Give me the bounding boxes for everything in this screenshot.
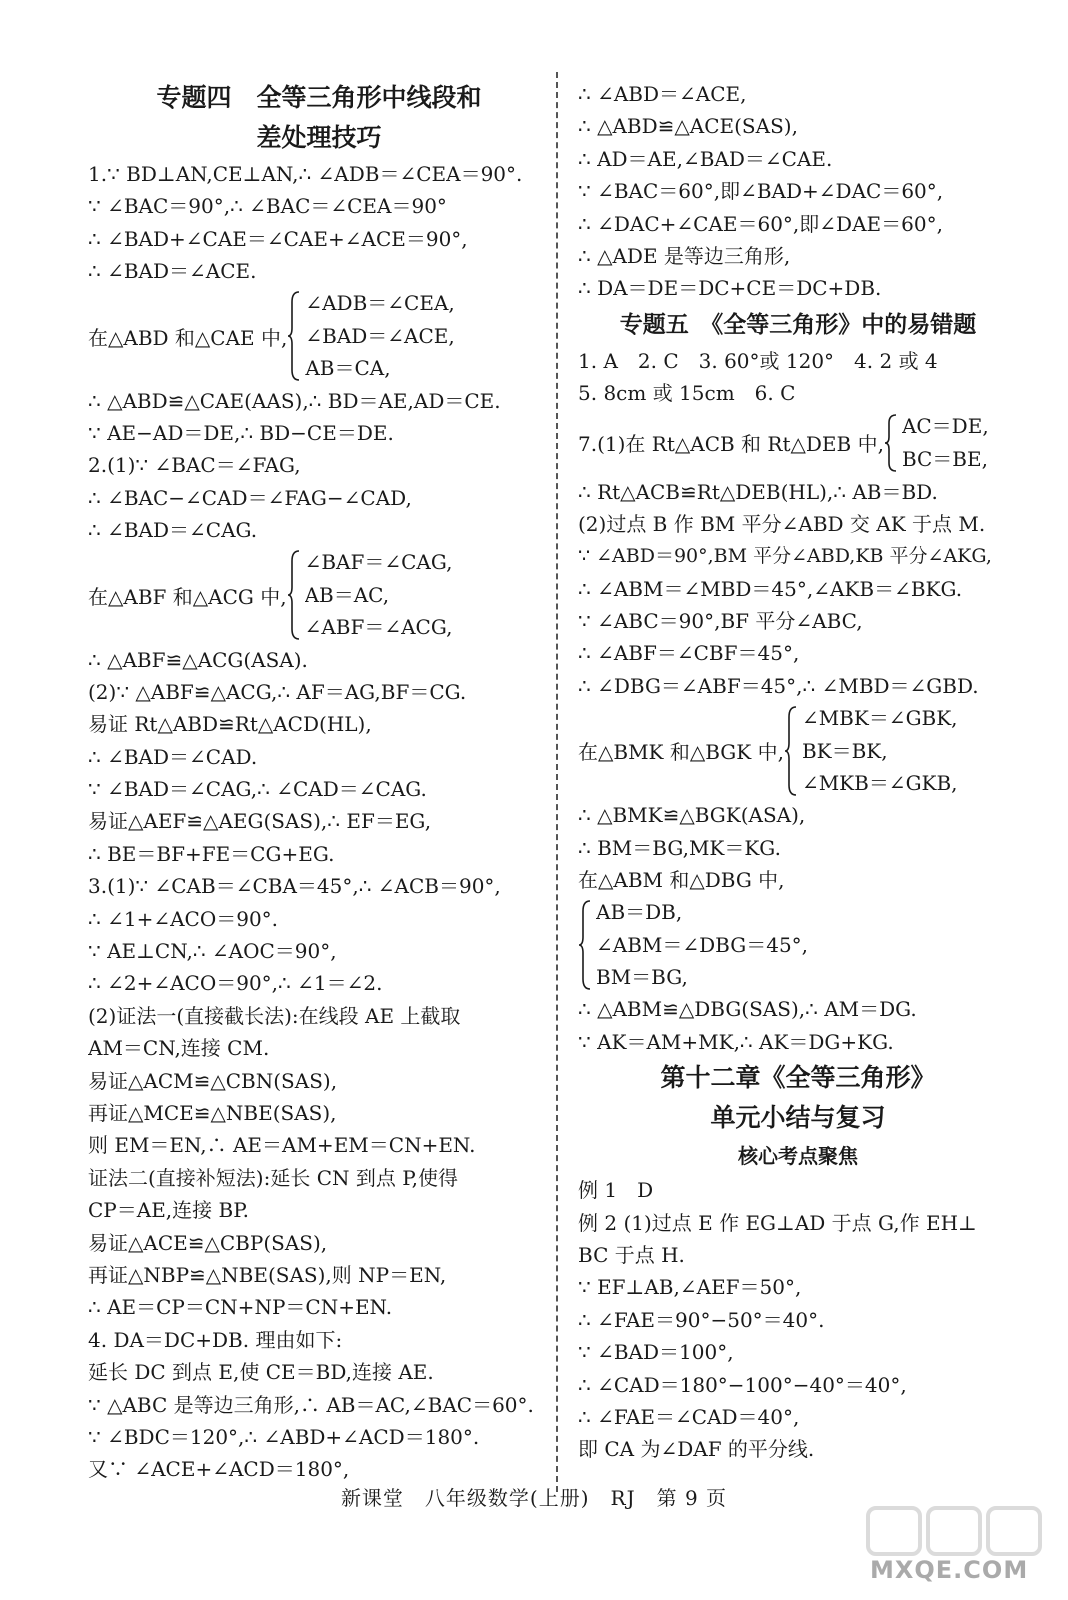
- brace-icon: [884, 413, 898, 473]
- brace-system-5: [578, 896, 1018, 993]
- brace-item: ∠MBK＝∠GBK,: [801, 706, 958, 731]
- solution-line: ∵ ∠BDC＝120°,∴ ∠ABD+∠ACD＝180°.: [88, 1424, 480, 1449]
- page-footer: 新课堂 八年级数学(上册) RJ 第 9 页: [340, 1486, 728, 1510]
- brace-icon: [578, 899, 592, 991]
- solution-line: ∴ ∠BAD＝∠CAG.: [88, 518, 258, 543]
- solution-line: ∵ AK＝AM+MK,∴ AK＝DG+KG.: [578, 1029, 894, 1054]
- solution-line: ∴ △ABD≌△ACE(SAS),: [578, 114, 798, 139]
- solution-line: ∴ ∠CAD＝180°−100°−40°＝40°,: [578, 1372, 907, 1397]
- solution-line: ∴ ∠FAE＝∠CAD＝40°,: [578, 1404, 800, 1429]
- solution-line: 延长 DC 到点 E,使 CE＝BD,连接 AE.: [88, 1360, 434, 1385]
- brace-icon: [287, 290, 301, 382]
- brace-item: ∠BAF＝∠CAG,: [304, 550, 453, 575]
- solution-line: 例 1 D: [578, 1178, 654, 1203]
- solution-line: ∴ ∠DBG＝∠ABF＝45°,∴ ∠MBD＝∠GBD.: [578, 673, 979, 698]
- chapter-title: 第十二章《全等三角形》: [660, 1063, 936, 1093]
- solution-line: ∵ ∠BAC＝90°,∴ ∠BAC＝∠CEA＝90°: [88, 194, 447, 219]
- solution-line: 再证△NBP≌△NBE(SAS),则 NP＝EN,: [88, 1262, 447, 1287]
- solution-line: AM＝CN,连接 CM.: [88, 1036, 270, 1061]
- brace-item: ∠BAD＝∠ACE,: [305, 323, 455, 348]
- section-subtitle: 核心考点聚焦: [738, 1144, 858, 1169]
- solution-line: 证法二(直接补短法):延长 CN 到点 P,使得: [88, 1165, 458, 1190]
- brace-item: AC＝DE,: [901, 414, 989, 439]
- brace-system-1: [88, 288, 550, 385]
- solution-line: ∴ ∠BAC−∠CAD＝∠FAG−∠CAD,: [88, 485, 412, 510]
- watermark-text: MXQE.COM: [870, 1556, 1029, 1584]
- solution-line: ∴ △ADE 是等边三角形,: [578, 243, 791, 268]
- solution-line: ∴ ∠ABF＝∠CBF＝45°,: [578, 641, 800, 666]
- brace-item: ∠ABM＝∠DBG＝45°,: [596, 932, 809, 957]
- brace-item: BC＝BE,: [901, 446, 988, 471]
- solution-line: ∵ AE⊥CN,∴ ∠AOC＝90°,: [88, 939, 337, 964]
- brace-system-3: [578, 410, 1018, 476]
- brace-item: ∠ABF＝∠ACG,: [304, 615, 453, 640]
- solution-block-d: [578, 78, 1018, 305]
- column-divider: [556, 72, 558, 1492]
- solution-line: 则 EM＝EN,∴ AE＝AM+EM＝CN+EN.: [88, 1133, 476, 1158]
- solution-line: ∴ ∠FAE＝90°−50°＝40°.: [578, 1307, 825, 1332]
- solution-line: 易证△AEF≌△AEG(SAS),∴ EF＝EG,: [88, 809, 432, 834]
- solution-line: 在△ABM 和△DBG 中,: [578, 868, 785, 893]
- solution-line: ∴ DA＝DE＝DC+CE＝DC+DB.: [578, 276, 882, 301]
- solution-line: 3.(1)∵ ∠CAB＝∠CBA＝45°,∴ ∠ACB＝90°,: [88, 874, 501, 899]
- solution-line: 例 2 (1)过点 E 作 EG⊥AD 于点 G,作 EH⊥: [578, 1210, 977, 1235]
- brace-label: 在△BMK 和△BGK 中,: [578, 740, 784, 765]
- brace-item: ∠MKB＝∠GKB,: [801, 770, 958, 795]
- brace-icon: [784, 705, 798, 797]
- solution-line: ∴ ∠BAD＝∠ACE.: [88, 259, 257, 284]
- brace-item: BK＝BK,: [801, 738, 888, 763]
- brace-item: ∠ADB＝∠CEA,: [305, 291, 455, 316]
- solution-line: ∴ AD＝AE,∠BAD＝∠CAE.: [578, 146, 833, 171]
- solution-line: (2)∵ △ABF≌△ACG,∴ AF＝AG,BF＝CG.: [88, 679, 467, 704]
- solution-line: ∴ ∠BAD+∠CAE＝∠CAE+∠ACE＝90°,: [88, 226, 468, 251]
- solution-line: ∵ △ABC 是等边三角形,∴ AB＝AC,∠BAC＝60°.: [88, 1392, 534, 1417]
- solution-line: ∴ ∠ABM＝∠MBD＝45°,∠AKB＝∠BKG.: [578, 576, 963, 601]
- solution-block-a: [88, 158, 550, 288]
- solution-line: ∴ Rt△ACB≌Rt△DEB(HL),∴ AB＝BD.: [578, 479, 938, 504]
- solution-line: ∴ BM＝BG,MK＝KG.: [578, 835, 781, 860]
- solution-line: ∵ AE−AD＝DE,∴ BD−CE＝DE.: [88, 420, 394, 445]
- brace-item: BM＝BG,: [596, 965, 688, 990]
- solution-line: 易证△ACM≌△CBN(SAS),: [88, 1068, 338, 1093]
- brace-item: AB＝AC,: [304, 582, 390, 607]
- section-title-5: 专题五 《全等三角形》中的易错题: [619, 311, 977, 338]
- solution-line: 易证△ACE≌△CBP(SAS),: [88, 1230, 328, 1255]
- solution-line: ∴ ∠2+∠ACO＝90°,∴ ∠1＝∠2.: [88, 971, 383, 996]
- solution-line: 即 CA 为∠DAF 的平分线.: [578, 1437, 815, 1462]
- solution-block-b: [88, 385, 550, 547]
- solution-line: ∵ ∠BAC＝60°,即∠BAD+∠DAC＝60°,: [578, 179, 944, 204]
- section-title-4: 专题四 全等三角形中线段和: [156, 83, 482, 112]
- solution-block-f: [578, 799, 1018, 896]
- solution-line: 再证△MCE≌△NBE(SAS),: [88, 1100, 337, 1125]
- solution-line: 1.∵ BD⊥AN,CE⊥AN,∴ ∠ADB＝∠CEA＝90°.: [88, 162, 523, 186]
- solution-line: ∴ ∠1+∠ACO＝90°.: [88, 906, 279, 931]
- solution-line: ∵ EF⊥AB,∠AEF＝50°,: [578, 1275, 802, 1300]
- solution-line: 2.(1)∵ ∠BAC＝∠FAG,: [88, 453, 301, 478]
- solution-line: 4. DA＝DC+DB. 理由如下:: [88, 1327, 343, 1352]
- solution-line: ∴ △ABF≌△ACG(ASA).: [88, 647, 308, 672]
- solution-line: ∴ BE＝BF+FE＝CG+EG.: [88, 841, 335, 866]
- right-column: [578, 78, 1018, 1466]
- brace-system-2: [88, 547, 550, 644]
- solution-line: ∵ ∠ABC＝90°,BF 平分∠ABC,: [578, 609, 863, 634]
- solution-block-c: [88, 644, 550, 1486]
- solution-line: (2)证法一(直接截长法):在线段 AE 上截取: [88, 1003, 461, 1028]
- section-title-4-cont: 差处理技巧: [256, 123, 382, 152]
- brace-label: 在△ABF 和△ACG 中,: [88, 584, 287, 609]
- solution-line: ∴ △BMK≌△BGK(ASA),: [578, 803, 806, 828]
- solution-line: ∴ ∠BAD＝∠CAD.: [88, 744, 258, 769]
- solution-line: ∴ AE＝CP＝CN+NP＝CN+EN.: [88, 1295, 393, 1320]
- solution-line: CP＝AE,连接 BP.: [88, 1198, 249, 1223]
- solution-block-g: [578, 993, 1018, 1058]
- solution-line: ∴ ∠ABD＝∠ACE,: [578, 82, 747, 106]
- brace-system-4: [578, 702, 1018, 799]
- solution-line: 又∵ ∠ACE+∠ACD＝180°,: [88, 1457, 350, 1482]
- solution-line: ∵ ∠BAD＝∠CAG,∴ ∠CAD＝∠CAG.: [88, 777, 427, 802]
- brace-item: AB＝CA,: [305, 356, 391, 381]
- solution-line: ∴ △ABM≌△DBG(SAS),∴ AM＝DG.: [578, 997, 917, 1022]
- brace-label: 7.(1)在 Rt△ACB 和 Rt△DEB 中,: [578, 432, 884, 457]
- solution-line: (2)过点 B 作 BM 平分∠ABD 交 AK 于点 M.: [578, 511, 986, 536]
- solution-line: ∵ ∠ABD＝90°,BM 平分∠ABD,KB 平分∠AKG,: [578, 545, 992, 568]
- solution-line: BC 于点 H.: [578, 1242, 685, 1267]
- answer-line: 5. 8cm 或 15cm 6. C: [578, 381, 796, 406]
- solution-line: ∴ ∠DAC+∠CAE＝60°,即∠DAE＝60°,: [578, 211, 943, 236]
- brace-icon: [287, 549, 301, 641]
- brace-item: AB＝DB,: [596, 900, 683, 925]
- solution-block-e: [578, 476, 1018, 703]
- solution-line: 易证 Rt△ABD≌Rt△ACD(HL),: [88, 712, 372, 737]
- left-column: [88, 78, 550, 1486]
- solution-block-h: [578, 1174, 1018, 1466]
- chapter-subtitle: 单元小结与复习: [710, 1103, 886, 1133]
- answer-line: 1. A 2. C 3. 60°或 120° 4. 2 或 4: [578, 348, 938, 373]
- brace-label: 在△ABD 和△CAE 中,: [88, 325, 288, 350]
- solution-line: ∵ ∠BAD＝100°,: [578, 1340, 734, 1365]
- answers-short: [578, 345, 1018, 410]
- solution-line: ∴ △ABD≌△CAE(AAS),∴ BD＝AE,AD＝CE.: [88, 388, 501, 413]
